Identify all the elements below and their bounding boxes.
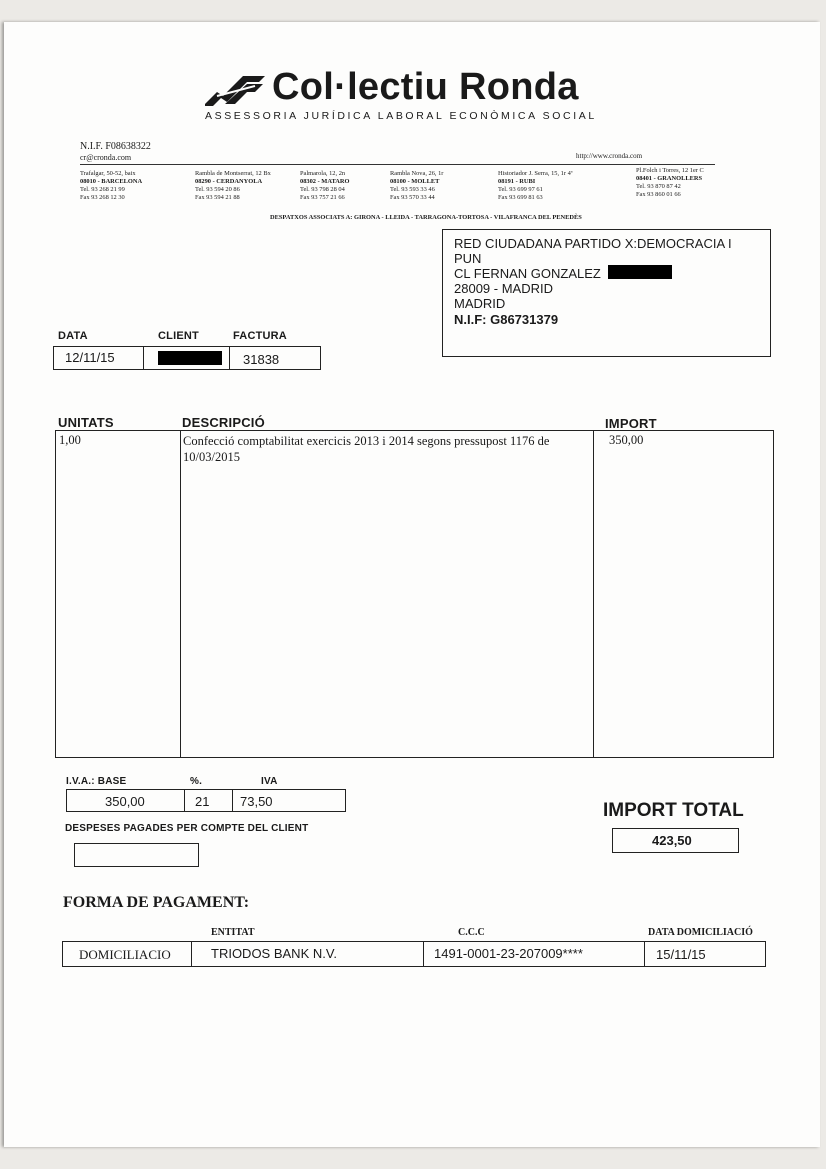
office-granollers: Pl.Folch i Torres, 12 1er C 08401 - GRANOLLERS Tel. 93 870 87 42 Fax 93 860 01 66 xyxy=(636,167,704,198)
ccc-header: C.C.C xyxy=(458,927,485,938)
vat-base-label: I.V.A.: BASE xyxy=(66,776,127,787)
payment-date: 15/11/15 xyxy=(656,947,706,962)
description-header: DESCRIPCIÓ xyxy=(182,415,265,430)
company-email: cr@cronda.com xyxy=(80,153,132,162)
payment-method: DOMICILIACIO xyxy=(79,947,171,962)
brand-tagline: ASSESSORIA JURÍDICA LABORAL ECONÒMICA SOCIAL xyxy=(205,110,597,122)
invoice-number: 31838 xyxy=(243,352,280,367)
recipient-line-2: PUN xyxy=(454,251,482,266)
entity-header: ENTITAT xyxy=(211,927,255,938)
redacted-address xyxy=(608,265,672,279)
units-header: UNITATS xyxy=(58,415,114,430)
payment-title: FORMA DE PAGAMENT: xyxy=(63,894,250,911)
payment-entity: TRIODOS BANK N.V. xyxy=(211,946,337,961)
total-value: 423,50 xyxy=(652,833,692,848)
company-nif: N.I.F. F08638322 xyxy=(80,141,151,152)
brand-name: Col·lectiu Ronda xyxy=(272,66,579,108)
items-column-divider xyxy=(180,430,181,758)
items-table xyxy=(55,430,774,758)
office-cerdanyola: Rambla de Montserrat, 12 Bx 08290 - CERDANYOLA Tel. 93 594 20 86 Fax 93 594 21 88 xyxy=(195,170,271,201)
header-divider xyxy=(80,164,715,165)
vat-divider xyxy=(184,789,185,812)
recipient-line-1: RED CIUDADANA PARTIDO X:DEMOCRACIA I xyxy=(454,236,732,251)
payment-divider xyxy=(644,941,645,967)
vat-amount-value: 73,50 xyxy=(240,794,273,809)
invoice-info-divider xyxy=(229,346,230,370)
invoice-label: FACTURA xyxy=(233,330,287,342)
invoice-info-divider xyxy=(143,346,144,370)
item-description: Confecció comptabilitat exercicis 2013 i 2014 segons pressupost 1176 de 10/03/2015 xyxy=(183,434,550,464)
vat-amount-label: IVA xyxy=(261,776,278,787)
total-label: IMPORT TOTAL xyxy=(603,800,744,821)
recipient-nif: N.I.F: G86731379 xyxy=(454,312,559,327)
item-amount: 350,00 xyxy=(609,433,644,447)
invoice-date: 12/11/15 xyxy=(65,350,115,365)
associated-offices: DESPATXOS ASSOCIATS A: GIRONA - LLEIDA - TARRAGONA-TORTOSA - VILAFRANCA DEL PENEDÈS xyxy=(270,214,582,221)
items-column-divider xyxy=(593,430,594,758)
ronda-logo-icon xyxy=(203,74,267,106)
office-rubi: Historiador J. Serra, 15, 1r 4ª 08191 - RUBI Tel. 93 699 97 61 Fax 93 699 81 63 xyxy=(498,170,573,201)
client-label: CLIENT xyxy=(158,330,199,342)
expenses-box xyxy=(74,843,199,867)
redacted-client xyxy=(158,351,222,365)
vat-divider xyxy=(232,789,233,812)
recipient-line-3: CL FERNAN GONZALEZ xyxy=(454,266,601,281)
office-mataro: Palmarola, 12, 2n 08302 - MATARO Tel. 93 798 28 04 Fax 93 757 21 66 xyxy=(300,170,350,201)
direct-debit-date-header: DATA DOMICILIACIÓ xyxy=(648,927,753,938)
recipient-line-5: MADRID xyxy=(454,296,506,311)
office-mollet: Rambla Nova, 26, 1r 08100 - MOLLET Tel. 93 593 33 46 Fax 93 570 33 44 xyxy=(390,170,444,201)
office-barcelona: Trafalgar, 50-52, baix 08010 - BARCELONA Tel. 93 268 21 99 Fax 93 268 12 30 xyxy=(80,170,143,201)
payment-divider xyxy=(191,941,192,967)
payment-ccc: 1491-0001-23-207009**** xyxy=(434,946,583,961)
vat-percent-value: 21 xyxy=(195,794,210,809)
company-website: http://www.cronda.com xyxy=(576,152,643,160)
payment-divider xyxy=(423,941,424,967)
expenses-label: DESPESES PAGADES PER COMPTE DEL CLIENT xyxy=(65,823,309,834)
item-units: 1,00 xyxy=(59,433,81,447)
date-label: DATA xyxy=(58,330,88,342)
vat-percent-label: %. xyxy=(190,776,203,787)
recipient-line-4: 28009 - MADRID xyxy=(454,281,553,296)
vat-base-value: 350,00 xyxy=(105,794,145,809)
amount-header: IMPORT xyxy=(605,416,657,431)
